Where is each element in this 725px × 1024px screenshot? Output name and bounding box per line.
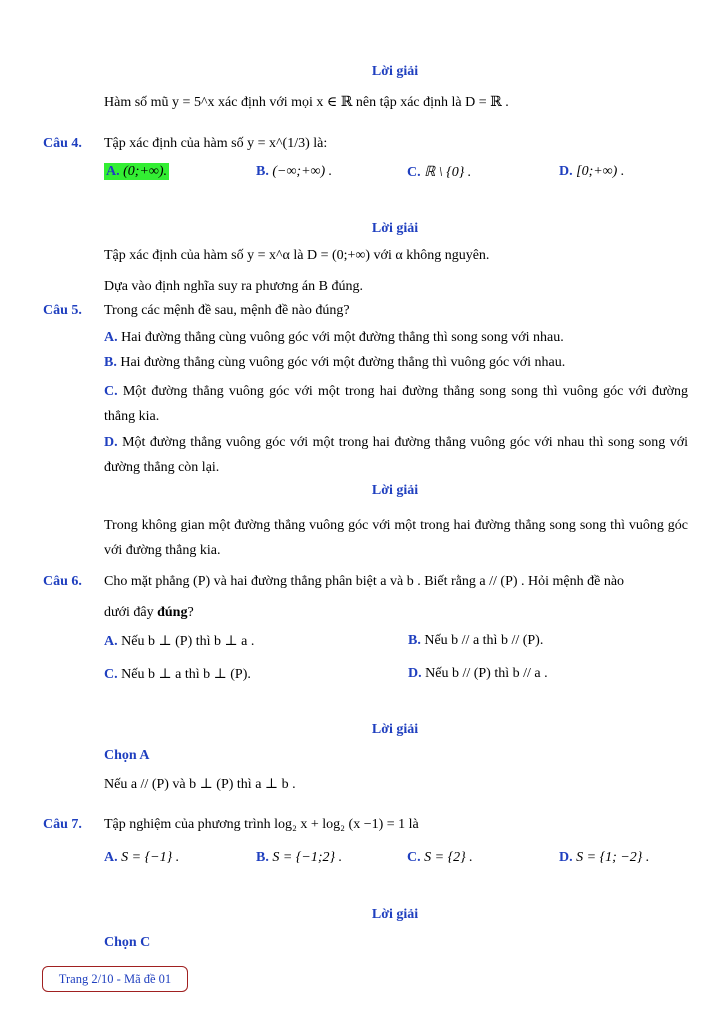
answer-option-d[interactable] — [408, 666, 548, 682]
question-text: Tập nghiệm của phương trình log₂ x + log₂ (x −1) = 1 là — [104, 817, 419, 832]
option-label: C. — [104, 667, 118, 682]
solution-heading: Lời giải — [371, 722, 419, 737]
page-footer: Trang 2/10 - Mã đề 01 — [42, 966, 188, 992]
solution-text: Dựa vào định nghĩa suy ra phương án B đúng. — [104, 279, 363, 294]
solution-heading: Lời giải — [371, 221, 419, 236]
solution-text: Tập xác định của hàm số y = x^α là D = (0;+∞) với α không nguyên. — [104, 248, 490, 263]
option-text: Một đường thẳng vuông góc với một trong hai đường thẳng song song thì vuông góc với đường thẳng kia. — [104, 384, 688, 424]
question-number: Câu 4. — [43, 136, 82, 151]
option-label: C. — [407, 165, 421, 180]
question-text: Trong các mệnh đề sau, mệnh đề nào đúng? — [104, 303, 350, 318]
answer-option-a[interactable] — [104, 633, 254, 650]
answer-option-a[interactable] — [104, 330, 564, 346]
option-label: D. — [559, 850, 573, 865]
chosen-answer: Chọn A — [104, 748, 150, 763]
answer-option-c[interactable] — [104, 666, 251, 683]
option-value: S = {1; −2} . — [576, 850, 650, 865]
option-label: C. — [104, 384, 118, 399]
solution-heading: Lời giải — [371, 907, 419, 922]
option-value: S = {−1} . — [121, 850, 180, 865]
answer-option-b[interactable] — [104, 355, 565, 371]
answer-option-d[interactable] — [104, 430, 688, 480]
option-value: S = {2} . — [424, 850, 473, 865]
option-label: D. — [104, 435, 118, 450]
solution-text: Hàm số mũ y = 5^x xác định với mọi x ∈ ℝ nên tập xác định là D = ℝ . — [104, 95, 509, 110]
option-label: A. — [104, 634, 118, 649]
option-label: A. — [106, 164, 120, 179]
option-label: D. — [408, 666, 422, 681]
answer-option-b[interactable] — [256, 850, 342, 866]
answer-option-c[interactable] — [407, 850, 473, 866]
option-text: Nếu b // a thì b // (P). — [424, 633, 544, 648]
answer-option-c[interactable] — [407, 164, 471, 181]
answer-option-d[interactable] — [559, 850, 649, 866]
chosen-answer: Chọn C — [104, 935, 151, 950]
answer-option-b[interactable] — [408, 633, 543, 649]
question-text: Tập xác định của hàm số y = x^(1/3) là: — [104, 136, 328, 151]
solution-text: Trong không gian một đường thẳng vuông góc với một trong hai đường thẳng song song thì vuông góc với đường thẳng kia. — [104, 518, 688, 558]
solution-heading: Lời giải — [371, 483, 419, 498]
answer-option-d[interactable] — [559, 164, 624, 180]
text-part: dưới đây — [104, 605, 158, 620]
option-text: Hai đường thẳng cùng vuông góc với một đường thẳng thì song song với nhau. — [121, 330, 564, 345]
option-text: Hai đường thẳng cùng vuông góc với một đường thẳng thì vuông góc với nhau. — [120, 355, 566, 370]
solution-heading: Lời giải — [371, 64, 419, 79]
option-text: Nếu b // (P) thì b // a . — [425, 666, 548, 681]
option-label: B. — [408, 633, 421, 648]
option-value: S = {−1;2} . — [272, 850, 343, 865]
question-number: Câu 7. — [43, 817, 82, 832]
option-label: B. — [104, 355, 117, 370]
answer-option-b[interactable] — [256, 164, 332, 180]
option-label: D. — [559, 164, 573, 179]
answer-option-a[interactable] — [104, 850, 179, 866]
emphasis: đúng — [157, 605, 188, 620]
option-label: A. — [104, 850, 118, 865]
question-number: Câu 6. — [43, 574, 82, 589]
question-number: Câu 5. — [43, 303, 82, 318]
option-label: C. — [407, 850, 421, 865]
option-text: Nếu b ⊥ a thì b ⊥ (P). — [121, 667, 251, 682]
answer-option-c[interactable] — [104, 379, 688, 429]
text-part: ? — [187, 605, 194, 620]
option-label: B. — [256, 850, 269, 865]
answer-option-a[interactable] — [104, 164, 169, 180]
option-label: A. — [104, 330, 118, 345]
option-value: ℝ \ {0} . — [424, 165, 472, 180]
option-label: B. — [256, 164, 269, 179]
option-value: [0;+∞) . — [576, 164, 625, 179]
option-text: Nếu b ⊥ (P) thì b ⊥ a . — [121, 634, 255, 649]
solution-text: Nếu a // (P) và b ⊥ (P) thì a ⊥ b . — [104, 777, 296, 792]
option-text: Một đường thẳng vuông góc với một trong hai đường thẳng vuông góc với nhau thì song song với đường thẳng còn lại. — [104, 435, 688, 475]
option-value: (−∞;+∞) . — [272, 164, 333, 179]
option-value: (0;+∞). — [123, 164, 168, 179]
question-text: Cho mặt phẳng (P) và hai đường thẳng phân biệt a và b . Biết rằng a // (P) . Hỏi mệnh đề nào — [104, 574, 625, 589]
question-text-line2 — [104, 605, 194, 621]
